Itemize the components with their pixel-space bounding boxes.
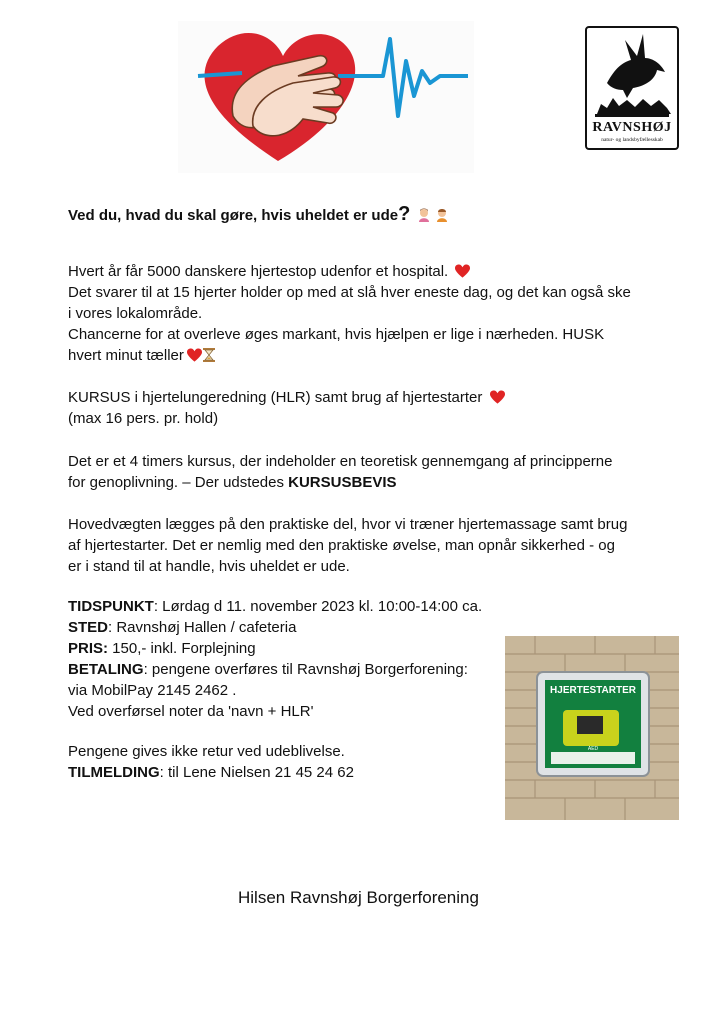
title-question-mark: ? xyxy=(398,203,411,225)
logo-subtitle: natur- og landsbyfællesskab xyxy=(601,137,663,143)
course-line-2: (max 16 pers. pr. hold) xyxy=(68,410,219,427)
red-heart-icon xyxy=(187,347,202,368)
intro-line-4: Chancerne for at overleve øges markant, hvis hjælpen er lige i nærheden. HUSK xyxy=(68,326,605,343)
intro-line-3: i vores lokalområde. xyxy=(68,305,203,322)
price-line xyxy=(68,638,256,659)
intro-line-1 xyxy=(68,261,470,284)
signup-value: : til Lene Nielsen 21 45 24 62 xyxy=(159,764,354,781)
desc-line-1: Det er et 4 timers kursus, der indeholder en teoretisk gennemgang af principperne xyxy=(68,453,613,470)
practical-line-1: Hovedvægten lægges på den praktiske del, hvor vi træner hjertemassage samt brug xyxy=(68,516,628,533)
logo-name: RAVNSHØJ xyxy=(592,120,672,135)
desc-line-2 xyxy=(68,472,397,493)
page-title xyxy=(68,203,451,226)
raven-icon xyxy=(587,28,677,120)
transfer-note-line: Ved overførsel noter da 'navn + HLR' xyxy=(68,703,314,720)
time-label: TIDSPUNKT xyxy=(68,598,154,615)
course-text-1: KURSUS i hjertelungeredning (HLR) samt brug af hjertestarter xyxy=(68,389,483,406)
practical-line-2: af hjertestarter. Det er nemlig med den praktiske øvelse, man opnår sikkerhed - og xyxy=(68,537,615,554)
mobilepay-line: via MobilPay 2145 2462 . xyxy=(68,682,237,699)
aed-label: HJERTESTARTER xyxy=(550,685,636,696)
certificate-label: KURSUSBEVIS xyxy=(288,474,397,491)
aed-cabinet-icon xyxy=(505,636,679,820)
signup-line xyxy=(68,762,354,783)
desc-text-2: for genoplivning. – Der udstedes xyxy=(68,474,289,491)
time-line xyxy=(68,596,482,617)
payment-label: BETALING xyxy=(68,661,144,678)
intro-text-5: hvert minut tæller xyxy=(68,347,184,364)
signup-label: TILMELDING xyxy=(68,764,160,781)
place-label: STED xyxy=(68,619,109,636)
practical-line-3: er i stand til at handle, hvis uheldet er ude. xyxy=(68,558,350,575)
payment-line xyxy=(68,659,468,680)
person-emoji-icon xyxy=(417,208,451,226)
time-value: : Lørdag d 11. november 2023 kl. 10:00-14:00 ca. xyxy=(153,598,483,615)
red-heart-icon xyxy=(490,389,505,410)
intro-text-1: Hvert år får 5000 danskere hjertestop udenfor et hospital. xyxy=(68,263,449,280)
hero-heart-image xyxy=(178,21,474,173)
hourglass-icon xyxy=(203,347,215,368)
title-text: Ved du, hvad du skal gøre, hvis uheldet er ude xyxy=(68,207,399,224)
price-value: 150,- inkl. Forplejning xyxy=(108,640,256,657)
intro-line-5 xyxy=(68,345,215,368)
place-value: : Ravnshøj Hallen / cafeteria xyxy=(108,619,297,636)
course-line-1 xyxy=(68,387,505,410)
signature: Hilsen Ravnshøj Borgerforening xyxy=(238,888,479,907)
aed-sub-label: AED xyxy=(587,746,599,752)
aed-cabinet-photo xyxy=(505,636,679,820)
place-line xyxy=(68,617,296,638)
heart-hands-icon xyxy=(178,21,474,173)
ravnshoj-logo xyxy=(585,26,679,150)
red-heart-icon xyxy=(455,263,470,284)
payment-value: : pengene overføres til Ravnshøj Borgerforening: xyxy=(143,661,468,678)
refund-line: Pengene gives ikke retur ved udeblivelse. xyxy=(68,743,345,760)
price-label: PRIS: xyxy=(68,640,109,657)
intro-line-2: Det svarer til at 15 hjerter holder op med at slå hver eneste dag, og det kan også ske xyxy=(68,284,631,301)
